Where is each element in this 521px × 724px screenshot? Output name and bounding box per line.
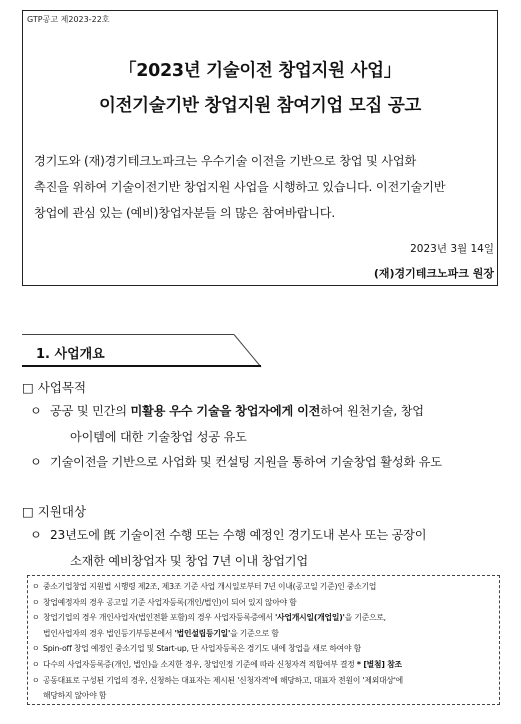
list-item-text-cont: 아이템에 대한 기술창업 성공 유도 xyxy=(70,430,247,444)
bullet-mark: ㅇ xyxy=(30,528,42,542)
intro-line: 촉진을 위하여 기술이전기반 창업지원 사업을 시행하고 있습니다. 이전기술기반 xyxy=(34,180,446,194)
list-item-text-cont: 소재한 예비창업자 및 창업 7년 이내 창업기업 xyxy=(70,554,308,568)
bullet-mark: ㅇ xyxy=(30,404,42,418)
note-bullet: ㅇ xyxy=(32,582,40,591)
note-item xyxy=(32,657,498,673)
note-text: 중소기업창업 지원법 시행령 제2조, 제3조 기준 사업 개시일로부터 7년 이내(공고일 기준)인 중소기업 xyxy=(43,582,377,591)
target-heading: □ 지원대상 xyxy=(22,504,87,519)
note-item xyxy=(32,641,498,657)
intro-line: 창업에 관심 있는 (예비)창업자분들 의 많은 참여바랍니다. xyxy=(34,206,336,220)
list-item-text: 기술이전을 기반으로 사업화 및 컨설팅 지원을 통하여 기술창업 활성화 유도 xyxy=(50,455,442,469)
list-item xyxy=(30,449,500,475)
notes-list xyxy=(32,579,498,704)
note-item xyxy=(32,673,498,689)
list-item xyxy=(30,522,500,574)
list-item xyxy=(30,398,500,450)
note-bullet: ㅇ xyxy=(32,644,40,654)
note-text: 법인사업자의 경우 법인등기부등본에서 xyxy=(43,628,175,638)
section-title: 1. 사업개요 xyxy=(36,347,105,362)
note-item xyxy=(32,595,498,611)
doc-number: GTP공고 제2023-22호 xyxy=(27,15,110,24)
notice-date: 2023년 3월 14일 xyxy=(410,243,494,255)
note-emphasis: '법인설립등기일' xyxy=(174,628,231,638)
bullet-mark: ㅇ xyxy=(30,455,42,469)
note-emphasis: * [별첨] 참조 xyxy=(356,659,402,669)
list-item-text: 23년도에 旣 기술이전 수행 또는 수행 예정인 경기도내 본사 또는 공장이 xyxy=(50,528,427,542)
note-bullet: ㅇ xyxy=(32,659,40,669)
note-text: 공동대표로 구성된 기업의 경우, 신청하는 대표자는 제시된 '신청자격'에 해당하고, 대표자 전원이 '제외대상'에 xyxy=(43,675,403,685)
note-text: 창업기업의 경우 개인사업자(법인전환 포함)의 경우 사업자등록증에서 xyxy=(43,613,275,623)
note-item xyxy=(32,579,498,595)
highlight-text: 미활용 우수 기술을 창업자에게 이전 xyxy=(130,404,321,418)
note-text: 창업예정자의 경우 공고일 기준 사업자등록(개인/법인)이 되어 있지 않아야 함 xyxy=(43,597,297,607)
note-text: 을 기준으로, xyxy=(344,613,386,623)
list-item-text: 공공 및 민간의 미활용 우수 기술을 창업자에게 이전하여 원천기술, 창업 xyxy=(50,404,424,418)
intro-paragraph xyxy=(34,148,492,226)
page-subtitle: 이전기술기반 창업지원 참여기업 모집 공고 xyxy=(98,96,422,116)
note-text: Spin-off 창업 예정인 중소기업 및 Start-up, 단 사업자등록은 경기도 내에 창업을 새로 하여야 함 xyxy=(43,644,361,654)
note-bullet: ㅇ xyxy=(32,597,40,607)
note-item xyxy=(32,626,498,642)
page-title: 「2023년 기술이전 창업지원 사업」 xyxy=(119,61,401,81)
note-text: 다수의 사업자등록증(개인, 법인)을 소지한 경우, 창업인정 기준에 따라 신청자격 적합여부 결정 xyxy=(43,659,357,669)
note-item xyxy=(32,610,498,626)
note-item xyxy=(32,688,498,704)
note-text: 을 기준으로 함 xyxy=(230,628,279,638)
note-emphasis: '사업개시일(개업일)' xyxy=(274,613,345,623)
note-text: 해당하지 않아야 함 xyxy=(43,691,107,701)
note-bullet: ㅇ xyxy=(32,675,40,685)
purpose-heading: □ 사업목적 xyxy=(22,380,87,395)
note-bullet: ㅇ xyxy=(32,613,40,623)
notice-signer: (재)경기테크노파크 원장 xyxy=(373,267,494,280)
intro-line: 경기도와 (재)경기테크노파크는 우수기술 이전을 기반으로 창업 및 사업화 xyxy=(34,154,417,168)
